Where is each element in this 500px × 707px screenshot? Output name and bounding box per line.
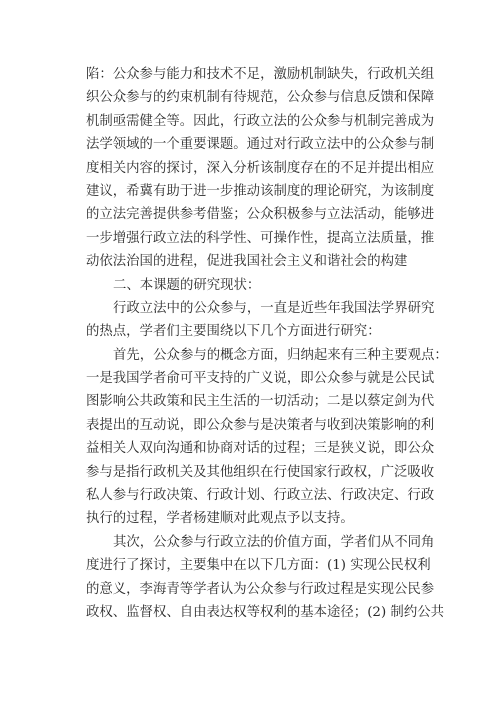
text-line: 首先，公众参与的概念方面，归纳起来有三种主要观点： — [113, 347, 448, 363]
text-line: 益相关人双向沟通和协商对话的过程；三是狭义说，即公众 — [86, 441, 435, 457]
document-body — [86, 63, 448, 624]
text-line: 执行的过程，学者杨建顺对此观点予以支持。 — [86, 511, 354, 527]
text-line: 的意义，李海青等学者认为公众参与行政过程是实现公民参 — [86, 581, 435, 597]
text-line: 私人参与行政决策、行政计划、行政立法、行政决定、行政 — [86, 488, 435, 504]
text-line: 图影响公共政策和民主生活的一切活动；二是以蔡定剑为代 — [86, 394, 435, 410]
paragraph-research-intro — [86, 297, 435, 344]
text-line: 的立法完善提供参考借鉴；公众积极参与立法活动，能够进 — [86, 207, 435, 223]
text-line: 机制亟需健全等。因此，行政立法的公众参与机制完善成为 — [86, 113, 435, 129]
text-line: 参与是指行政机关及其他组织在行使国家行政权，广泛吸收 — [86, 464, 435, 480]
paragraph-problems-and-significance — [86, 63, 435, 274]
paragraph-value-views — [86, 531, 444, 625]
text-line: 的热点，学者们主要围绕以下几个方面进行研究： — [86, 324, 381, 340]
text-line: 政权、监督权、自由表达权等权利的基本途径；(2) 制约公共 — [86, 604, 444, 620]
text-line: 一步增强行政立法的科学性、可操作性，提高立法质量，推 — [86, 230, 435, 246]
text-line: 一是我国学者俞可平支持的广义说，即公众参与就是公民试 — [86, 371, 435, 387]
paragraph-concept-views — [86, 344, 448, 531]
text-line: 法学领域的一个重要课题。通过对行政立法中的公众参与制 — [86, 137, 435, 153]
text-line: 度相关内容的探讨，深入分析该制度存在的不足并提出相应 — [86, 160, 435, 176]
text-line: 表提出的互动说，即公众参与是决策者与收到决策影响的利 — [86, 417, 435, 433]
text-line: 其次，公众参与行政立法的价值方面，学者们从不同角 — [113, 534, 435, 550]
text-line: 陷：公众参与能力和技术不足，激励机制缺失，行政机关组 — [86, 67, 435, 82]
section-heading-research-status — [86, 274, 416, 297]
text-line: 动依法治国的进程，促进我国社会主义和谐社会的构建 — [86, 254, 408, 270]
text-line: 建议，希冀有助于进一步推动该制度的理论研究，为该制度 — [86, 183, 435, 199]
text-line: 织公众参与的约束机制有待规范，公众参与信息反馈和保障 — [86, 90, 435, 106]
section-heading: 二、本课题的研究现状： — [113, 277, 261, 293]
text-line: 行政立法中的公众参与，一直是近些年我国法学界研究 — [113, 300, 435, 316]
text-line: 度进行了探讨，主要集中在以下几方面：(1) 实现公民权利 — [86, 558, 431, 574]
